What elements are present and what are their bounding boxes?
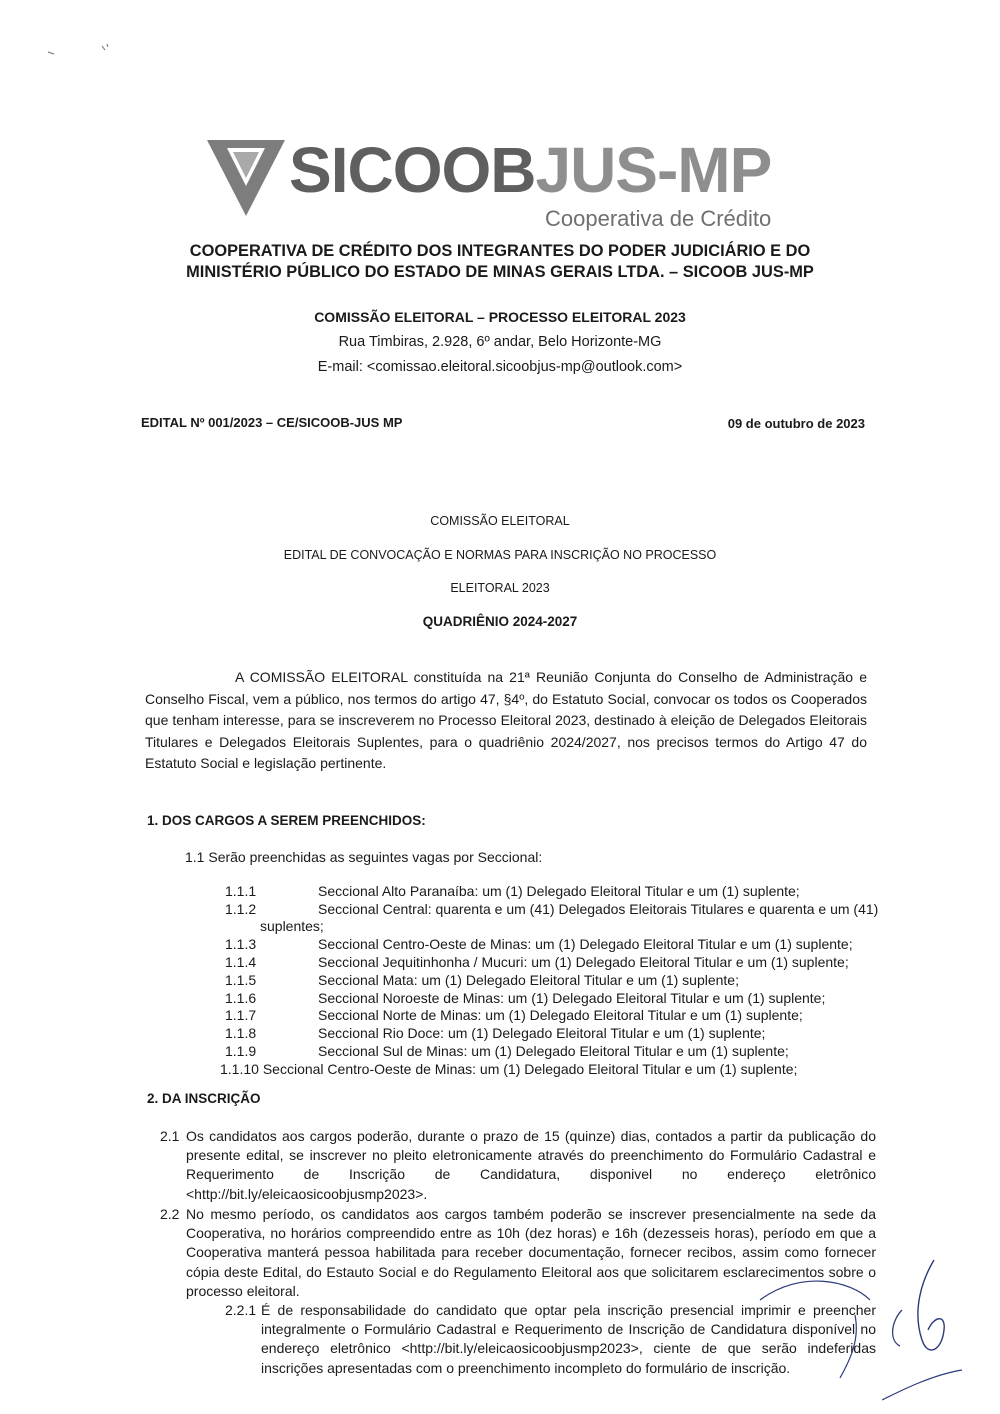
list-item-number: 1.1.1: [225, 883, 257, 899]
heading-line4: QUADRIÊNIO 2024-2027: [422, 614, 578, 629]
heading-line3: ELEITORAL 2023: [450, 581, 550, 595]
list-item-text: Seccional Central: quarenta e um (41) Delegados Eleitorais Titulares e quarenta e um (41): [318, 901, 879, 917]
item-2-2-number: 2.2: [160, 1206, 180, 1222]
commission-title: COMISSÃO ELEITORAL – PROCESSO ELEITORAL 2023: [314, 309, 686, 325]
item-2-1: [160, 1127, 876, 1207]
list-item-number: 1.1.7: [225, 1007, 257, 1023]
list-item-text: Seccional Jequitinhonha / Mucuri: um (1) Delegado Eleitoral Titular e um (1) suplente;: [318, 954, 849, 970]
logo-triangle-icon: [205, 136, 287, 220]
item-2-1-text: Os candidatos aos cargos poderão, durante o prazo de 15 (quinze) dias, contados a partir da publicação do presente edital, se inscrever no pleito eletronicamente através do preenchimento do Formulário Cadastral e Requerimento de Inscrição de Candidatura, disponivel no endereço eletrônico <http://bit.ly/eleicaosicoobjusmp2023>.: [186, 1128, 876, 1202]
heading-line1: COMISSÃO ELEITORAL: [430, 514, 570, 528]
heading-line2: EDITAL DE CONVOCAÇÃO E NORMAS PARA INSCRIÇÃO NO PROCESSO: [283, 548, 717, 562]
sicoob-logo: [205, 132, 805, 232]
edital-number: EDITAL Nº 001/2023 – CE/SICOOB-JUS MP: [141, 415, 403, 430]
edital-date: 09 de outubro de 2023: [727, 416, 865, 431]
vacancies-list: [220, 883, 879, 1083]
cooperative-name-line1: COOPERATIVA DE CRÉDITO DOS INTEGRANTES DO PODER JUDICIÁRIO E DO: [189, 242, 811, 260]
intro-rest: Conselho Fiscal, vem a público, nos termos do artigo 47, §4º, do Estatuto Social, convocar os todos os Cooperados que tenham interesse, para se inscreverem no Processo Eleitoral 2023, destinado à eleição de Delegados Eleitorais Titulares e Delegados Eleitorais Suplentes, para o quadriênio 2024/2027, nos precisos termos do Artigo 47 do Estatuto Social e legislação pertinente.: [145, 690, 867, 771]
item-2-2-1-text: É de responsabilidade do candidato que optar pela inscrição presencial imprimir e preencher integralmente o Formulário Cadastral e Requerimento de Inscrição de Candidatura disponível no endereço eletrônico <http://bit.ly/eleicaosicoobjusmp2023>, ciente de que serão indeferidas inscrições apresentadas com o preenchimento incompleto do formulário de inscrição.: [261, 1302, 876, 1376]
list-item-text: Seccional Noroeste de Minas: um (1) Delegado Eleitoral Titular e um (1) suplente;: [318, 990, 826, 1006]
section1-subtitle: 1.1 Serão preenchidas as seguintes vagas por Seccional:: [185, 849, 543, 865]
list-item-text: Seccional Alto Paranaíba: um (1) Delegado Eleitoral Titular e um (1) suplente;: [318, 883, 800, 899]
list-item-text: Seccional Rio Doce: um (1) Delegado Eleitoral Titular e um (1) suplente;: [318, 1025, 766, 1041]
list-item-number: 1.1.6: [225, 990, 257, 1006]
list-item-number: 1.1.8: [225, 1025, 257, 1041]
intro-first-line: A COMISSÃO ELEITORAL constituída na 21ª Reunião Conjunta do Conselho de Administração e: [235, 669, 867, 685]
cooperative-name-line2: MINISTÉRIO PÚBLICO DO ESTADO DE MINAS GERAIS LTDA. – SICOOB JUS-MP: [186, 263, 814, 281]
item-2-1-number: 2.1: [160, 1128, 180, 1144]
list-item-continuation: suplentes;: [260, 918, 324, 934]
logo-brand-part2: JUS-MP: [535, 134, 772, 206]
section1-title: 1. DOS CARGOS A SEREM PREENCHIDOS:: [147, 813, 426, 828]
item-2-2-1-number: 2.2.1: [225, 1302, 257, 1318]
logo-wordmark: [289, 135, 771, 205]
logo-brand-part1: SICOOB: [289, 134, 536, 206]
list-item-number: 1.1.9: [225, 1043, 257, 1059]
scan-marks-graphic: [40, 40, 120, 60]
list-item-text: Seccional Mata: um (1) Delegado Eleitoral Titular e um (1) suplente;: [318, 972, 739, 988]
logo-tagline: Cooperativa de Crédito: [545, 206, 772, 231]
list-item-number: 1.1.10: [220, 1061, 259, 1077]
list-item-number: 1.1.3: [225, 936, 257, 952]
list-item-text: Seccional Sul de Minas: um (1) Delegado Eleitoral Titular e um (1) suplente;: [318, 1043, 789, 1059]
list-item-number: 1.1.5: [225, 972, 257, 988]
section2-title: 2. DA INSCRIÇÃO: [147, 1091, 261, 1106]
list-item-text: Seccional Centro-Oeste de Minas: um (1) Delegado Eleitoral Titular e um (1) suplente;: [318, 936, 853, 952]
list-item-text: Seccional Centro-Oeste de Minas: um (1) Delegado Eleitoral Titular e um (1) suplente;: [262, 1061, 798, 1077]
handwritten-signature: [882, 1250, 972, 1410]
intro-paragraph: [145, 667, 867, 775]
list-item-text: Seccional Norte de Minas: um (1) Delegado Eleitoral Titular e um (1) suplente;: [318, 1007, 803, 1023]
signature-stroke: [700, 1260, 880, 1380]
item-2-2-text: No mesmo período, os candidatos aos cargos também poderão se inscrever presencialmente na sede da Cooperativa, no horários compreendido entre as 10h (dez horas) e 16h (dezesseis horas), período em que a Cooperativa manterá pessoa habilitada para receber documentação, fornecer recibos, assim como fornecer cópia deste Edital, do Estauto Social e do Regulamento Eleitoral aos que solicitarem esclarecimentos sobre o processo eleitoral.: [186, 1206, 876, 1299]
scan-marks: [40, 40, 120, 63]
email-address: E-mail: <comissao.eleitoral.sicoobjus-mp@outlook.com>: [317, 359, 683, 375]
address: Rua Timbiras, 2.928, 6º andar, Belo Horizonte-MG: [338, 334, 662, 350]
list-item: [220, 1061, 797, 1079]
list-item-number: 1.1.2: [225, 901, 257, 917]
cooperative-name: [130, 241, 870, 283]
list-item-number: 1.1.4: [225, 954, 257, 970]
